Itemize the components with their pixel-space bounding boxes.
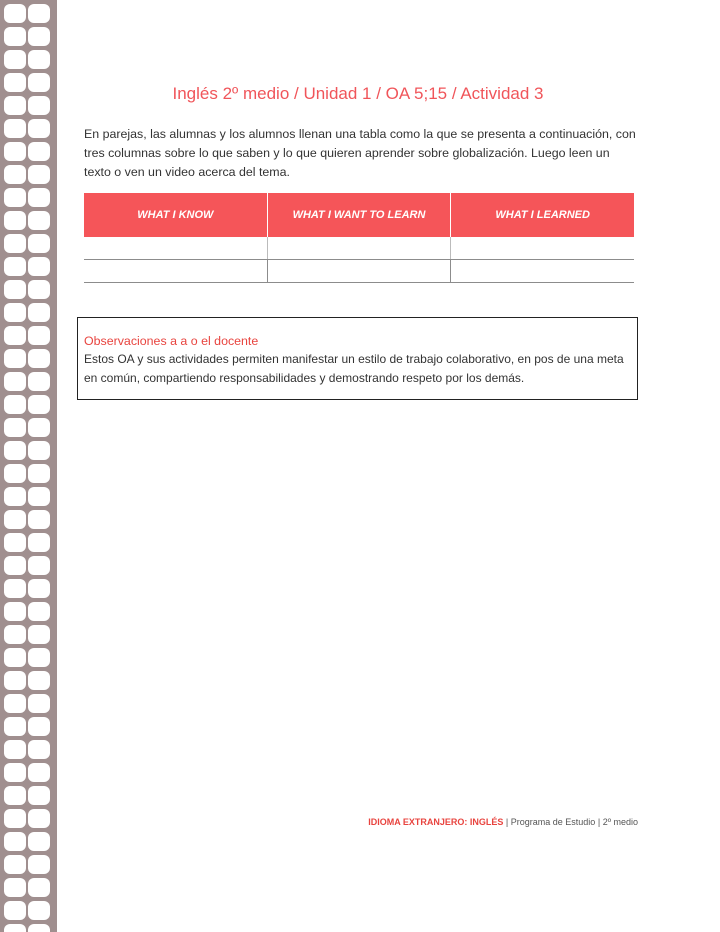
- binding-hole: [28, 602, 50, 621]
- binding-hole: [28, 50, 50, 69]
- binding-hole: [4, 533, 26, 552]
- binding-hole: [4, 418, 26, 437]
- binding-hole: [4, 763, 26, 782]
- binding-hole: [28, 671, 50, 690]
- binding-hole: [28, 303, 50, 322]
- binding-hole: [28, 211, 50, 230]
- binding-hole: [4, 4, 26, 23]
- binding-hole: [28, 809, 50, 828]
- table-cell: [268, 237, 452, 259]
- binding-hole: [28, 257, 50, 276]
- binding-hole: [4, 211, 26, 230]
- binding-hole: [28, 487, 50, 506]
- binding-hole: [4, 625, 26, 644]
- binding-hole: [28, 4, 50, 23]
- header-what-i-learned: WHAT I LEARNED: [495, 209, 590, 221]
- binding-hole: [4, 510, 26, 529]
- spiral-binding: [0, 0, 57, 932]
- table-cell: [84, 237, 268, 259]
- binding-hole: [28, 648, 50, 667]
- binding-hole: [4, 809, 26, 828]
- binding-hole: [4, 648, 26, 667]
- binding-hole: [4, 234, 26, 253]
- binding-hole: [28, 579, 50, 598]
- binding-hole: [28, 901, 50, 920]
- binding-hole: [4, 464, 26, 483]
- binding-hole: [4, 556, 26, 575]
- binding-hole: [4, 855, 26, 874]
- binding-hole: [4, 188, 26, 207]
- binding-hole: [28, 924, 50, 932]
- binding-hole: [28, 717, 50, 736]
- teacher-observations-box: [77, 317, 638, 400]
- table-cell: [268, 260, 452, 282]
- binding-hole: [4, 602, 26, 621]
- binding-hole: [28, 832, 50, 851]
- binding-hole: [4, 73, 26, 92]
- binding-hole: [4, 832, 26, 851]
- binding-hole: [4, 901, 26, 920]
- binding-hole: [28, 395, 50, 414]
- binding-hole: [4, 27, 26, 46]
- binding-hole: [28, 740, 50, 759]
- kwl-table-header: [84, 193, 634, 237]
- binding-hole: [4, 280, 26, 299]
- table-row: [84, 237, 634, 260]
- activity-instructions: En parejas, las alumnas y los alumnos llenan una tabla como la que se presenta a continuación, con tres columnas sobre lo que saben y lo que quieren aprender sobre globalización. Luego leen un texto o ven un video acerca del tema.: [84, 127, 636, 179]
- binding-hole: [4, 326, 26, 345]
- binding-hole: [4, 395, 26, 414]
- kwl-table: [84, 193, 634, 283]
- table-cell: [84, 260, 268, 282]
- binding-hole: [4, 50, 26, 69]
- binding-hole: [28, 878, 50, 897]
- binding-hole: [28, 533, 50, 552]
- binding-hole: [28, 326, 50, 345]
- observations-title: Observaciones a a o el docente: [84, 334, 259, 348]
- table-cell: [451, 237, 634, 259]
- footer-program: Programa de Estudio: [510, 817, 596, 827]
- binding-hole: [4, 349, 26, 368]
- page-footer: [356, 817, 638, 827]
- header-what-i-want-to-learn: WHAT I WANT TO LEARN: [268, 193, 452, 237]
- binding-hole: [4, 671, 26, 690]
- observations-body: Estos OA y sus actividades permiten manifestar un estilo de trabajo colaborativo, en pos de una meta en común, compartiendo responsabilidades y demostrando respeto por los demás.: [84, 352, 624, 385]
- binding-hole: [4, 96, 26, 115]
- binding-hole: [28, 694, 50, 713]
- binding-hole: [28, 234, 50, 253]
- footer-separator: |: [597, 817, 601, 827]
- binding-hole: [4, 142, 26, 161]
- binding-hole: [4, 165, 26, 184]
- footer-level: 2º medio: [602, 817, 638, 827]
- binding-hole: [28, 27, 50, 46]
- binding-hole: [28, 349, 50, 368]
- binding-hole: [4, 878, 26, 897]
- page-title: Inglés 2º medio / Unidad 1 / OA 5;15 / Actividad 3: [172, 84, 544, 103]
- binding-hole: [28, 280, 50, 299]
- binding-hole: [28, 142, 50, 161]
- binding-hole: [4, 740, 26, 759]
- binding-hole: [28, 372, 50, 391]
- binding-hole: [4, 924, 26, 932]
- binding-hole: [4, 441, 26, 460]
- binding-hole: [4, 786, 26, 805]
- binding-hole: [4, 717, 26, 736]
- binding-hole: [28, 786, 50, 805]
- binding-hole: [28, 510, 50, 529]
- binding-hole: [28, 165, 50, 184]
- binding-hole: [28, 855, 50, 874]
- binding-hole: [28, 556, 50, 575]
- binding-hole: [28, 96, 50, 115]
- binding-hole: [28, 441, 50, 460]
- binding-hole: [28, 73, 50, 92]
- header-what-i-know: WHAT I KNOW: [84, 193, 268, 237]
- binding-hole: [4, 579, 26, 598]
- binding-hole: [4, 372, 26, 391]
- binding-hole: [4, 487, 26, 506]
- binding-hole: [4, 257, 26, 276]
- footer-subject: IDIOMA EXTRANJERO: INGLÉS: [368, 817, 504, 827]
- binding-hole: [28, 464, 50, 483]
- binding-hole: [28, 119, 50, 138]
- binding-hole: [4, 119, 26, 138]
- binding-hole: [28, 418, 50, 437]
- binding-hole: [4, 303, 26, 322]
- binding-hole: [28, 625, 50, 644]
- table-cell: [451, 260, 634, 282]
- binding-hole: [4, 694, 26, 713]
- binding-hole: [28, 188, 50, 207]
- footer-separator: |: [505, 817, 509, 827]
- table-row: [84, 260, 634, 283]
- binding-hole: [28, 763, 50, 782]
